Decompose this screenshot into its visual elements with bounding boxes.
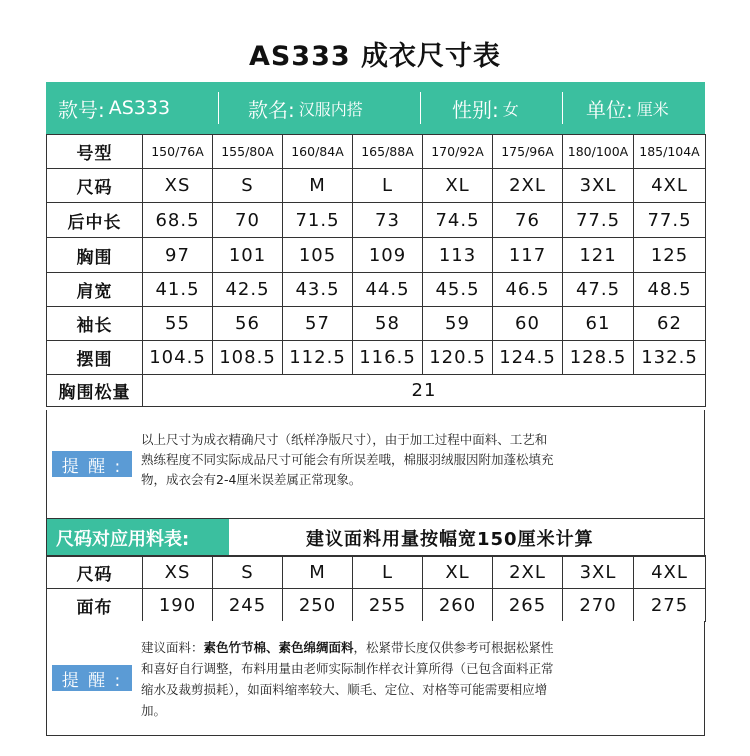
tip-button-1: 提 醒 : [52, 451, 132, 477]
gender-label: 性别: [452, 97, 499, 122]
size-cell: 121 [563, 238, 634, 273]
size-cell: 101 [213, 238, 283, 273]
note2-prefix: 建议面料： [141, 640, 204, 655]
row-label: 摆围 [47, 341, 143, 375]
size-cell: 55 [143, 307, 213, 341]
size-table [46, 134, 706, 407]
fabric-table [46, 555, 706, 622]
size-cell: 180/100A [563, 135, 634, 169]
fabric-section-desc: 建议面料用量按幅宽150厘米计算 [306, 528, 594, 550]
row-label: 袖长 [47, 307, 143, 341]
size-cell: 104.5 [143, 341, 213, 375]
ease-row [47, 375, 706, 407]
note2-line-1 [141, 637, 554, 658]
size-cell: 77.5 [634, 203, 706, 238]
size-cell: 4XL [634, 169, 706, 203]
size-cell: 74.5 [423, 203, 493, 238]
row-label: 面布 [47, 589, 143, 622]
size-cell: 43.5 [283, 273, 353, 307]
fabric-cell: 250 [283, 589, 353, 622]
size-cell: 97 [143, 238, 213, 273]
fabric-cell: S [213, 556, 283, 589]
size-cell: 150/76A [143, 135, 213, 169]
size-table-row [47, 341, 706, 375]
size-cell: 73 [353, 203, 423, 238]
row-label: 后中长 [47, 203, 143, 238]
size-cell: 47.5 [563, 273, 634, 307]
size-cell: XL [423, 169, 493, 203]
fabric-cell: 2XL [493, 556, 563, 589]
note1-line: 熟练程度不同实际成品尺寸可能会有所误差哦，棉服羽绒服因附加蓬松填充 [141, 452, 554, 467]
size-table-row [47, 203, 706, 238]
name-label: 款名: [248, 97, 295, 122]
ease-label: 胸围松量 [47, 375, 143, 407]
model-value: AS333 [108, 97, 171, 119]
size-cell: 58 [353, 307, 423, 341]
gender-cell [420, 82, 562, 134]
fabric-cell: 255 [353, 589, 423, 622]
size-cell: 185/104A [634, 135, 706, 169]
size-cell: 2XL [493, 169, 563, 203]
size-cell: 105 [283, 238, 353, 273]
size-cell: 76 [493, 203, 563, 238]
size-cell: 124.5 [493, 341, 563, 375]
fabric-cell: L [353, 556, 423, 589]
size-cell: 125 [634, 238, 706, 273]
size-cell: 116.5 [353, 341, 423, 375]
unit-value: 厘米 [636, 99, 669, 119]
size-cell: 165/88A [353, 135, 423, 169]
size-cell: 112.5 [283, 341, 353, 375]
size-cell: S [213, 169, 283, 203]
fabric-cell: XS [143, 556, 213, 589]
size-cell: 3XL [563, 169, 634, 203]
fabric-section-bar [46, 518, 705, 557]
size-cell: 132.5 [634, 341, 706, 375]
header-bar [46, 82, 705, 134]
row-label: 胸围 [47, 238, 143, 273]
size-cell: 61 [563, 307, 634, 341]
size-cell: 128.5 [563, 341, 634, 375]
note1-line: 物，成衣会有2-4厘米误差属正常现象。 [141, 472, 362, 487]
size-cell: 170/92A [423, 135, 493, 169]
tip-button-2: 提 醒 : [52, 665, 132, 691]
size-cell: 160/84A [283, 135, 353, 169]
size-cell: 56 [213, 307, 283, 341]
fabric-cell: 190 [143, 589, 213, 622]
note2-suffix: ，松紧带长度仅供参考可根据松紧性 [353, 640, 554, 655]
size-cell: XS [143, 169, 213, 203]
size-cell: 44.5 [353, 273, 423, 307]
fabric-cell: XL [423, 556, 493, 589]
size-cell: 57 [283, 307, 353, 341]
model-cell [46, 82, 218, 134]
size-cell: 109 [353, 238, 423, 273]
fabric-section-tag: 尺码对应用料表: [46, 519, 229, 556]
note2-line-3: 缩水及裁剪损耗），如面料缩率较大、顺毛、定位、对格等可能需要相应增 [141, 682, 548, 697]
name-cell [218, 82, 420, 134]
size-cell: 71.5 [283, 203, 353, 238]
fabric-cell: M [283, 556, 353, 589]
size-cell: M [283, 169, 353, 203]
fabric-size-row [47, 556, 706, 589]
fabric-amount-row [47, 589, 706, 622]
row-label: 肩宽 [47, 273, 143, 307]
note1-line: 以上尺寸为成衣精确尺寸（纸样净版尺寸），由于加工过程中面料、工艺和 [141, 432, 548, 447]
fabric-cell: 265 [493, 589, 563, 622]
note-text-1 [141, 430, 554, 490]
size-cell: 70 [213, 203, 283, 238]
section-right-border [704, 518, 705, 555]
size-cell: 108.5 [213, 341, 283, 375]
size-cell: L [353, 169, 423, 203]
size-cell: 62 [634, 307, 706, 341]
fabric-cell: 260 [423, 589, 493, 622]
size-cell: 46.5 [493, 273, 563, 307]
size-cell: 175/96A [493, 135, 563, 169]
section-left-border [46, 518, 47, 555]
size-cell: 117 [493, 238, 563, 273]
size-table-row [47, 238, 706, 273]
size-cell: 120.5 [423, 341, 493, 375]
note2-bold-fabric: 素色竹节棉、素色绵绸面料 [203, 640, 354, 655]
size-cell: 155/80A [213, 135, 283, 169]
fabric-cell: 245 [213, 589, 283, 622]
fabric-cell: 4XL [634, 556, 706, 589]
note-text-2 [141, 637, 554, 721]
size-cell: 45.5 [423, 273, 493, 307]
size-table-row [47, 307, 706, 341]
unit-cell [562, 82, 705, 134]
ease-value: 21 [143, 375, 706, 407]
size-cell: 77.5 [563, 203, 634, 238]
size-cell: 68.5 [143, 203, 213, 238]
gender-value: 女 [502, 99, 519, 119]
model-label: 款号: [58, 97, 105, 122]
size-table-row [47, 273, 706, 307]
size-cell: 42.5 [213, 273, 283, 307]
page-title: AS333 成衣尺寸表 [248, 41, 502, 72]
size-cell: 48.5 [634, 273, 706, 307]
unit-label: 单位: [586, 97, 633, 122]
note2-line-2: 和喜好自行调整，布料用量由老师实际制作样衣计算所得（已包含面料正常 [141, 661, 554, 676]
size-table-row [47, 169, 706, 203]
size-cell: 59 [423, 307, 493, 341]
note2-line-4: 加。 [141, 703, 167, 718]
fabric-cell: 3XL [563, 556, 634, 589]
size-cell: 113 [423, 238, 493, 273]
size-cell: 60 [493, 307, 563, 341]
size-table-row [47, 135, 706, 169]
row-label: 尺码 [47, 169, 143, 203]
fabric-cell: 270 [563, 589, 634, 622]
row-label: 号型 [47, 135, 143, 169]
row-label: 尺码 [47, 556, 143, 589]
name-value: 汉服内搭 [298, 99, 363, 119]
size-cell: 41.5 [143, 273, 213, 307]
fabric-cell: 275 [634, 589, 706, 622]
